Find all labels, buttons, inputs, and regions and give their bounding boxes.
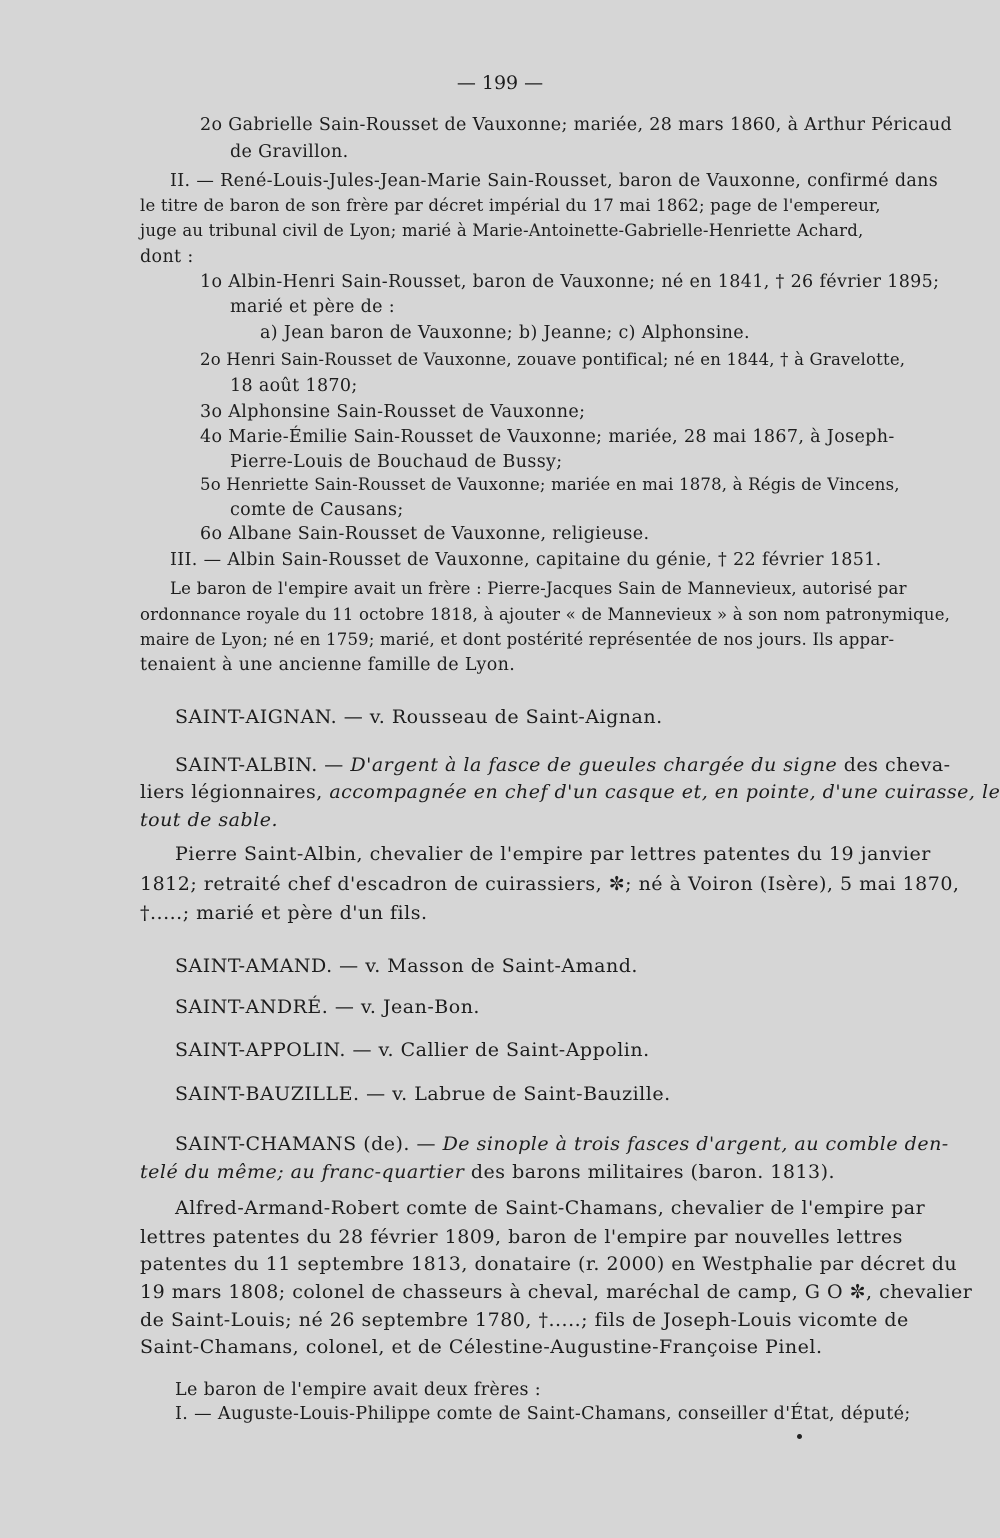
text-line — [140, 1160, 835, 1184]
text-line: tenaient à une ancienne famille de Lyon. — [140, 655, 516, 675]
page-number: — 199 — — [456, 72, 544, 94]
text-line: lettres patentes du 28 février 1809, baron de l'empire par nouvelles lettres — [140, 1226, 903, 1248]
text-line: marié et père de : — [230, 297, 396, 317]
text-line: 2o Gabrielle Sain-Rousset de Vauxonne; mariée, 28 mars 1860, à Arthur Péricaud — [200, 115, 953, 135]
text-line: 3o Alphonsine Sain-Rousset de Vauxonne; — [200, 402, 586, 422]
entry-heading-saint-aignan: SAINT-AIGNAN. — v. Rousseau de Saint-Aignan. — [175, 706, 663, 728]
ink-speck — [797, 1434, 802, 1439]
text-line: a) Jean baron de Vauxonne; b) Jeanne; c) Alphonsine. — [260, 323, 750, 343]
heading-title: SAINT-CHAMANS (de). — — [175, 1133, 437, 1155]
text-line: Pierre Saint-Albin, chevalier de l'empire par lettres patentes du 19 janvier — [175, 843, 931, 865]
heading-title: SAINT-ALBIN. — — [175, 754, 344, 776]
entry-heading-saint-amand: SAINT-AMAND. — v. Masson de Saint-Amand. — [175, 955, 638, 977]
text-line: Le baron de l'empire avait deux frères : — [175, 1380, 542, 1400]
text-line: le titre de baron de son frère par décret impérial du 17 mai 1862; page de l'empereur, — [140, 196, 881, 215]
text-line: †.....; marié et père d'un fils. — [140, 902, 428, 924]
text-line — [140, 780, 1000, 804]
text-line: Alfred-Armand-Robert comte de Saint-Chamans, chevalier de l'empire par — [175, 1197, 926, 1219]
text-line: I. — Auguste-Louis-Philippe comte de Saint-Chamans, conseiller d'État, député; — [175, 1404, 911, 1424]
text-line: juge au tribunal civil de Lyon; marié à Marie-Antoinette-Gabrielle-Henriette Achard, — [140, 221, 864, 240]
text-line: Saint-Chamans, colonel, et de Célestine-Augustine-Françoise Pinel. — [140, 1336, 823, 1358]
plain-text: liers légionnaires, — [140, 781, 323, 803]
text-line: III. — Albin Sain-Rousset de Vauxonne, capitaine du génie, † 22 février 1851. — [170, 550, 882, 570]
text-line: 1812; retraité chef d'escadron de cuirassiers, ✼; né à Voiron (Isère), 5 mai 1870, — [140, 873, 960, 895]
entry-heading-saint-albin — [175, 753, 951, 777]
text-line: dont : — [140, 247, 194, 267]
entry-heading-saint-bauzille: SAINT-BAUZILLE. — v. Labrue de Saint-Bauzille. — [175, 1083, 671, 1105]
text-line: II. — René-Louis-Jules-Jean-Marie Sain-Rousset, baron de Vauxonne, confirmé dans — [170, 171, 939, 191]
text-line: 1o Albin-Henri Sain-Rousset, baron de Vauxonne; né en 1841, † 26 février 1895; — [200, 272, 940, 292]
text-line: ordonnance royale du 11 octobre 1818, à ajouter « de Mannevieux » à son nom patronymique, — [140, 605, 951, 624]
text-line: 2o Henri Sain-Rousset de Vauxonne, zouave pontifical; né en 1844, † à Gravelotte, — [200, 350, 906, 369]
blazon-text: De sinople à trois fasces d'argent, au comble den- — [442, 1133, 949, 1155]
text-line: 18 août 1870; — [230, 376, 358, 396]
blazon-text: accompagnée en chef d'un casque et, en pointe, d'une cuirasse, le — [329, 781, 1000, 803]
text-line: Le baron de l'empire avait un frère : Pierre-Jacques Sain de Mannevieux, autorisé par — [170, 579, 907, 598]
entry-heading-saint-appolin: SAINT-APPOLIN. — v. Callier de Saint-Appolin. — [175, 1039, 650, 1061]
text-line: maire de Lyon; né en 1759; marié, et dont postérité représentée de nos jours. Ils appar- — [140, 630, 895, 649]
plain-text: des barons militaires (baron. 1813). — [470, 1161, 836, 1183]
text-line: de Gravillon. — [230, 142, 349, 162]
blazon-text: D'argent à la fasce de gueules chargée du signe — [350, 754, 838, 776]
blazon-text: telé du même; au franc-quartier — [140, 1161, 465, 1183]
text-line: de Saint-Louis; né 26 septembre 1780, †.....; fils de Joseph-Louis vicomte de — [140, 1309, 909, 1331]
text-line: patentes du 11 septembre 1813, donataire (r. 2000) en Westphalie par décret du — [140, 1253, 958, 1275]
text-line: 4o Marie-Émilie Sain-Rousset de Vauxonne; mariée, 28 mai 1867, à Joseph- — [200, 427, 895, 447]
text-line: 19 mars 1808; colonel de chasseurs à cheval, maréchal de camp, G O ✼, chevalier — [140, 1281, 973, 1303]
heading-text: des cheva- — [843, 754, 951, 776]
text-line: 6o Albane Sain-Rousset de Vauxonne, religieuse. — [200, 524, 650, 544]
text-line: comte de Causans; — [230, 500, 404, 520]
entry-heading-saint-chamans — [175, 1132, 949, 1156]
text-line: Pierre-Louis de Bouchaud de Bussy; — [230, 452, 563, 472]
entry-heading-saint-andre: SAINT-ANDRÉ. — v. Jean-Bon. — [175, 996, 480, 1018]
blazon-text: tout de sable. — [140, 809, 279, 831]
text-line: 5o Henriette Sain-Rousset de Vauxonne; mariée en mai 1878, à Régis de Vincens, — [200, 475, 900, 494]
